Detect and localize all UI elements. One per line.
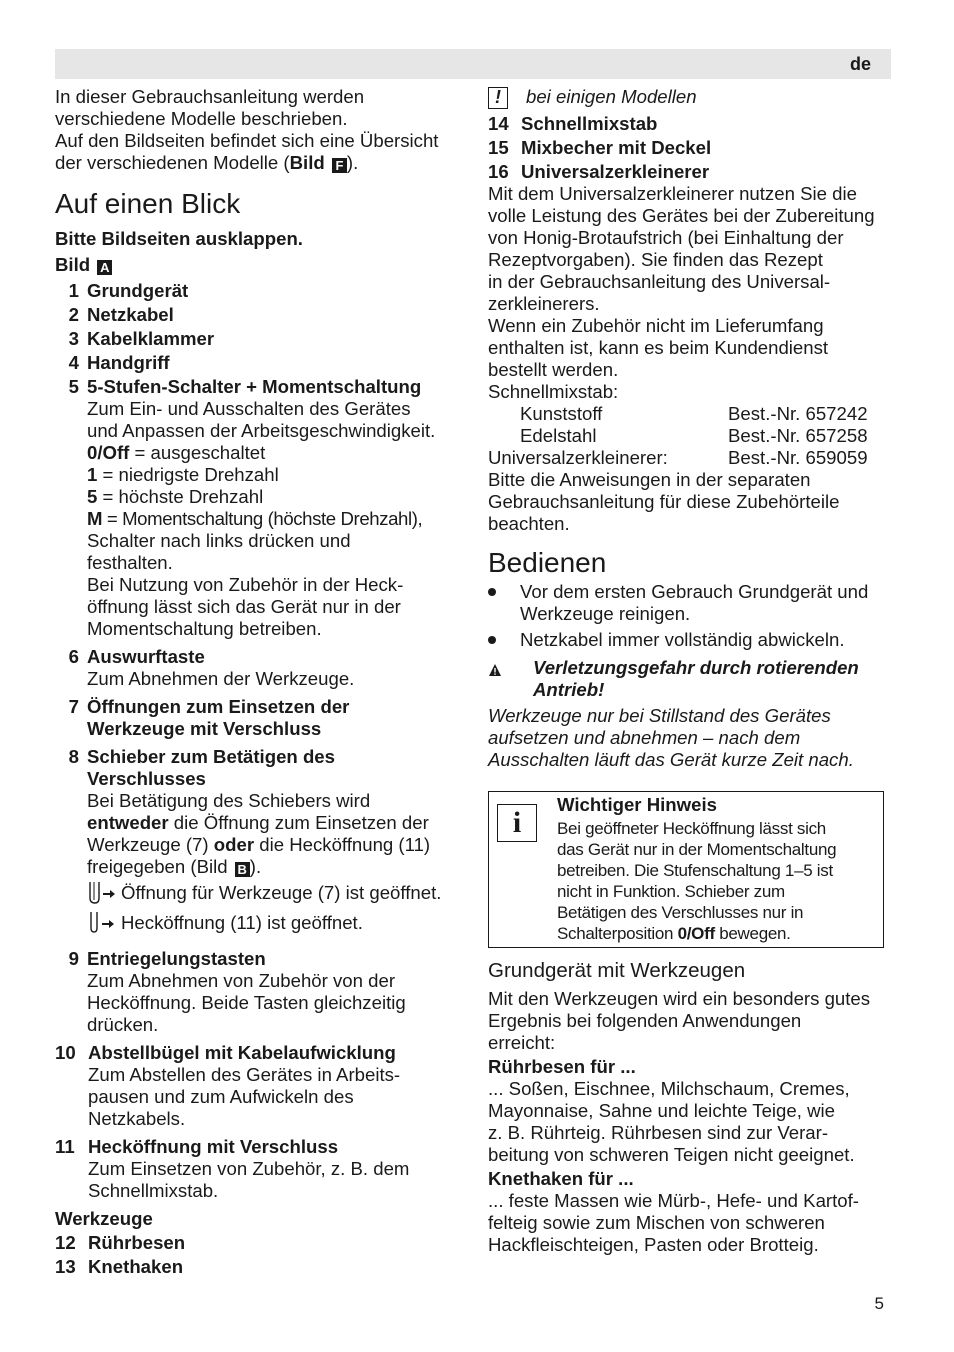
paragraph-line: beitung von schweren Teigen nicht geeignet. (488, 1144, 855, 1166)
list-item (488, 137, 890, 159)
item-number: 6 (68, 646, 79, 667)
order-row (488, 403, 890, 425)
item-desc: Schnellmixstab. (88, 1180, 219, 1201)
list-item (55, 948, 465, 1036)
order-name: Universalzerkleinerer: (488, 447, 668, 469)
paragraph-line: Mayonnaise, Sahne und leichte Teige, wie (488, 1100, 835, 1122)
bullet-text (520, 581, 868, 625)
list-item (55, 352, 465, 374)
note-title: Wichtiger Hinweis (557, 794, 717, 816)
item-label: Universalzerkleinerer (521, 161, 710, 183)
paragraph-line: enthalten ist, kann es beim Kundendienst (488, 337, 829, 359)
item-desc: Zum Ein- und Ausschalten des Gerätes (87, 398, 411, 419)
note-content (557, 794, 873, 944)
key-text: = ausgeschaltet (129, 442, 266, 463)
info-icon: i (497, 804, 537, 842)
item-desc (87, 464, 465, 486)
figure-letter-icon: B (235, 862, 250, 877)
item-desc: und Anpassen der Arbeitsgeschwindigkeit. (87, 420, 436, 441)
warning-text-line: Werkzeuge nur bei Stillstand des Gerätes (488, 705, 831, 727)
item-number: 16 (488, 161, 509, 183)
bullet-text: Netzkabel immer vollständig abwickeln. (520, 629, 845, 651)
order-number: Best.-Nr. 657242 (728, 403, 868, 425)
warning-text (488, 705, 890, 771)
desc-text: die Hecköffnung (11) (254, 834, 431, 855)
paragraph-line: Ergebnis bei folgenden Anwendungen (488, 1010, 802, 1032)
models-note (488, 86, 890, 109)
paragraph-line: Mit den Werkzeugen wird ein besonders gutes (488, 988, 871, 1010)
note-line (557, 923, 873, 944)
paragraph-line: z. B. Rührteig. Rührbesen sind zur Verar- (488, 1122, 829, 1144)
paragraph-line: felteig sowie zum Mischen von schweren (488, 1212, 825, 1234)
item-desc: Hecköffnung. Beide Tasten gleichzeitig (87, 992, 406, 1013)
page-number: 5 (874, 1294, 884, 1313)
bild-label: Bild (55, 254, 91, 275)
warning-title (533, 657, 859, 701)
paragraph-line: volle Leistung des Gerätes bei der Zubereitung (488, 205, 875, 227)
item-desc: Netzkabels. (88, 1108, 186, 1129)
paragraph-line: Gebrauchsanleitung für diese Zubehörteile (488, 491, 840, 513)
item-desc: Momentschaltung betreiben. (87, 618, 322, 639)
figure-letter-icon: F (332, 158, 347, 173)
list-item (55, 328, 465, 350)
list-item (55, 1042, 465, 1130)
intro-line (55, 152, 465, 174)
bullet-item (488, 581, 890, 625)
list-item (55, 1256, 465, 1278)
bullet-item (488, 629, 890, 651)
models-note-text: bei einigen Modellen (526, 86, 697, 107)
bullet-line: Werkzeuge reinigen. (520, 603, 691, 625)
item-desc (87, 812, 465, 834)
note-line: nicht in Funktion. Schieber zum (557, 882, 785, 902)
item-desc: Bei Nutzung von Zubehör in der Heck- (87, 574, 404, 595)
item-number: 1 (68, 280, 79, 301)
warning-line: Antrieb! (533, 679, 605, 701)
item-body (88, 1136, 465, 1202)
right-column (488, 86, 890, 1256)
warning-text-line: Ausschalten läuft das Gerät kurze Zeit nach. (488, 749, 854, 771)
language-header-bar (55, 49, 891, 79)
note-line: betreiben. Die Stufenschaltung 1–5 ist (557, 861, 833, 881)
tool-heading: Rührbesen für ... (488, 1056, 636, 1078)
warning-icon (488, 657, 533, 701)
item-number: 14 (488, 113, 509, 135)
list-item (55, 304, 465, 326)
desc-text: die Öffnung zum Einsetzen der (168, 812, 429, 833)
item-body (87, 646, 465, 690)
subsection-heading: Grundgerät mit Werkzeugen (488, 959, 746, 983)
paragraph-line: zerkleinerers. (488, 293, 600, 315)
paragraph-line: bestellt werden. (488, 359, 619, 381)
list-item (55, 646, 465, 690)
list-item (55, 746, 465, 938)
note-line: Betätigen des Verschlusses nur in (557, 903, 804, 923)
list-item (55, 1232, 465, 1254)
key-text: = höchste Drehzahl (97, 486, 264, 507)
status-line (87, 880, 465, 906)
bullet-icon (488, 581, 520, 625)
order-name: Edelstahl (520, 425, 597, 447)
item-number: 7 (68, 696, 79, 717)
item-body (87, 376, 465, 640)
item-desc: öffnung lässt sich das Gerät nur in der (87, 596, 401, 617)
desc-text: freigegeben (Bild (87, 856, 233, 877)
desc-text: Werkzeuge (7) (87, 834, 214, 855)
item-label: Knethaken (88, 1256, 184, 1277)
paragraph-line: erreicht: (488, 1032, 556, 1054)
list-item (488, 113, 890, 135)
item-number: 12 (55, 1232, 76, 1253)
status-line (87, 910, 465, 936)
item-label: Mixbecher mit Deckel (521, 137, 712, 159)
item-body (87, 746, 465, 938)
item-desc (87, 834, 465, 856)
item-label: Schnellmixstab (521, 113, 658, 135)
item-desc: Zum Abnehmen der Werkzeuge. (87, 668, 355, 689)
language-code: de (849, 54, 871, 74)
status-text: Hecköffnung (11) ist geöffnet. (121, 912, 363, 933)
item-label: Öffnungen zum Einsetzen der (87, 696, 350, 717)
paragraph-line: Bitte die Anweisungen in der separaten (488, 469, 811, 491)
warning (488, 657, 890, 701)
status-text: Öffnung für Werkzeuge (7) ist geöffnet. (121, 882, 442, 903)
subheading: Bitte Bildseiten ausklappen. (55, 228, 303, 249)
paragraph-line: Rezeptvorgaben). Sie finden das Rezept (488, 249, 823, 271)
exclamation-icon: ! (488, 87, 508, 109)
paragraph-line: Hackfleischteigen, Pasten oder Brotteig. (488, 1234, 819, 1256)
item-desc: Bei Betätigung des Schiebers wird (87, 790, 371, 811)
item-number: 5 (68, 376, 79, 397)
warning-text-line: aufsetzen und abnehmen – nach dem (488, 727, 801, 749)
figure-letter-icon: A (97, 260, 112, 275)
note-emphasis: 0/Off (677, 924, 715, 944)
paragraph-line: von Honig-Brotaufstrich (bei Einhaltung der (488, 227, 844, 249)
key-text: = niedrigste Drehzahl (97, 464, 279, 485)
item-number: 15 (488, 137, 509, 159)
note-line: Bei geöffneter Hecköffnung lässt sich (557, 819, 826, 839)
order-number: Best.-Nr. 659059 (728, 447, 868, 469)
paragraph-line: ... feste Massen wie Mürb-, Hefe- und Kartof- (488, 1190, 859, 1212)
item-label: Kabelklammer (87, 328, 215, 349)
item-desc: drücken. (87, 1014, 159, 1035)
bullet-line: Vor dem ersten Gebrauch Grundgerät und (520, 581, 869, 603)
order-row (488, 425, 890, 447)
item-desc (87, 508, 465, 530)
item-number: 11 (55, 1136, 75, 1157)
list-item (55, 1136, 465, 1202)
tool-heading: Knethaken für ... (488, 1168, 634, 1190)
note-text: Schalterposition (557, 924, 678, 944)
item-label: Grundgerät (87, 280, 189, 301)
intro-line: Auf den Bildseiten befindet sich eine Übersicht (55, 130, 439, 151)
item-number: 2 (68, 304, 79, 325)
item-number: 8 (68, 746, 79, 767)
item-desc: pausen und zum Aufwickeln des (88, 1086, 354, 1107)
item-label: Schieber zum Betätigen des (87, 746, 335, 767)
key-label: 1 (87, 464, 98, 485)
item-number: 4 (68, 352, 79, 373)
item-label: 5-Stufen-Schalter + Momentschaltung (87, 376, 422, 397)
list-item (488, 161, 890, 183)
item-desc (87, 486, 465, 508)
order-row (488, 447, 890, 469)
note-text: bewegen. (714, 924, 791, 944)
item-body (87, 696, 465, 740)
tool-opening-icon (87, 880, 117, 906)
key-text: = Momentschaltung (höchste Drehzahl), (102, 508, 423, 529)
item-label: Auswurftaste (87, 646, 205, 667)
order-heading: Schnellmixstab: (488, 381, 619, 403)
paragraph-line: beachten. (488, 513, 570, 535)
left-column (55, 86, 465, 1278)
paragraph-line: Mit dem Universalzerkleinerer nutzen Sie die (488, 183, 857, 205)
order-number: Best.-Nr. 657258 (728, 425, 868, 447)
list-item (55, 376, 465, 640)
item-label: Verschlusses (87, 768, 206, 789)
item-desc (87, 442, 465, 464)
item-desc: Schalter nach links drücken und (87, 530, 351, 551)
section-heading: Bedienen (488, 547, 607, 579)
emphasis: oder (213, 834, 255, 855)
figure-ref (55, 254, 465, 276)
warning-line: Verletzungsgefahr durch rotierenden (533, 657, 859, 679)
item-desc: Zum Abnehmen von Zubehör von der (87, 970, 396, 991)
intro-line: verschiedene Modelle beschrieben. (55, 108, 348, 129)
item-number: 3 (68, 328, 79, 349)
item-body (88, 1042, 465, 1130)
item-label: Handgriff (87, 352, 170, 373)
item-number: 13 (55, 1256, 76, 1277)
paragraph-line: in der Gebrauchsanleitung des Universal- (488, 271, 831, 293)
note-line: das Gerät nur in der Momentschaltung (557, 840, 837, 860)
item-label: Werkzeuge mit Verschluss (87, 718, 322, 739)
group-heading: Werkzeuge (55, 1208, 153, 1229)
item-label: Hecköffnung mit Verschluss (88, 1136, 339, 1157)
key-label: 0/Off (87, 442, 130, 463)
item-desc: Zum Einsetzen von Zubehör, z. B. dem (88, 1158, 410, 1179)
important-note-box (488, 791, 884, 948)
intro-line: In dieser Gebrauchsanleitung werden (55, 86, 365, 107)
rear-opening-icon (87, 910, 117, 936)
item-desc: Zum Abstellen des Gerätes in Arbeits- (88, 1064, 401, 1085)
item-label: Rührbesen (88, 1232, 186, 1253)
item-label: Abstellbügel mit Kabelaufwicklung (88, 1042, 396, 1063)
key-label: 5 (87, 486, 98, 507)
item-label: Netzkabel (87, 304, 174, 325)
bullet-icon (488, 629, 520, 651)
item-desc (87, 856, 465, 878)
item-body (87, 948, 465, 1036)
paragraph-line: ... Soßen, Eischnee, Milchschaum, Cremes, (488, 1078, 850, 1100)
intro-bild: Bild (289, 152, 325, 173)
section-heading: Auf einen Blick (55, 188, 241, 219)
key-label: M (87, 508, 103, 529)
intro-end: ). (346, 152, 359, 173)
item-desc: festhalten. (87, 552, 173, 573)
list-item (55, 696, 465, 740)
desc-text: ). (249, 856, 262, 877)
order-name: Kunststoff (520, 403, 603, 425)
item-label: Entriegelungstasten (87, 948, 266, 969)
list-item (55, 280, 465, 302)
emphasis: entweder (87, 812, 169, 833)
item-number: 9 (68, 948, 79, 969)
intro-text: der verschiedenen Modelle ( (55, 152, 290, 173)
paragraph-line: Wenn ein Zubehör nicht im Lieferumfang (488, 315, 824, 337)
item-number: 10 (55, 1042, 76, 1063)
